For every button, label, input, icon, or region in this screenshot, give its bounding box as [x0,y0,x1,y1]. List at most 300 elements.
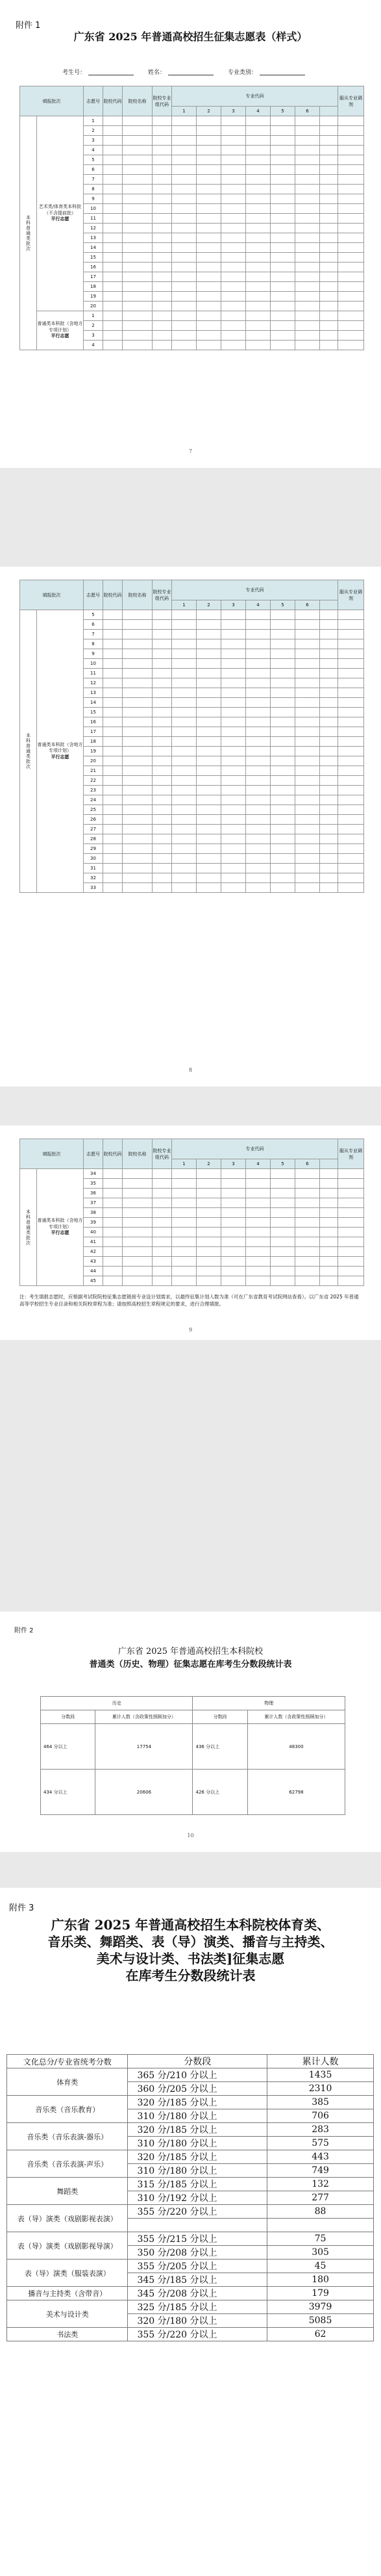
entry-cell[interactable] [338,165,364,175]
entry-cell[interactable] [338,610,364,620]
entry-cell[interactable] [271,747,295,756]
entry-cell[interactable] [246,610,271,620]
entry-cell[interactable] [172,1237,197,1247]
entry-cell[interactable] [221,185,246,194]
entry-cell[interactable] [338,155,364,165]
entry-cell[interactable] [338,620,364,630]
entry-cell[interactable] [271,756,295,766]
entry-cell[interactable] [197,776,221,786]
major-category-field[interactable] [260,69,305,75]
entry-cell[interactable] [103,263,123,272]
entry-cell[interactable] [172,717,197,727]
entry-cell[interactable] [320,727,338,737]
entry-cell[interactable] [271,649,295,659]
entry-cell[interactable] [271,659,295,669]
entry-cell[interactable] [153,331,172,341]
entry-cell[interactable] [221,321,246,331]
entry-cell[interactable] [295,204,320,214]
entry-cell[interactable] [320,341,338,350]
entry-cell[interactable] [221,825,246,834]
entry-cell[interactable] [271,136,295,146]
entry-cell[interactable] [246,175,271,185]
entry-cell[interactable] [338,1218,364,1228]
entry-cell[interactable] [221,1179,246,1189]
entry-cell[interactable] [197,708,221,717]
entry-cell[interactable] [197,834,221,844]
entry-cell[interactable] [320,795,338,805]
entry-cell[interactable] [172,116,197,126]
entry-cell[interactable] [320,1237,338,1247]
entry-cell[interactable] [123,155,153,165]
entry-cell[interactable] [153,834,172,844]
entry-cell[interactable] [246,639,271,649]
entry-cell[interactable] [172,698,197,708]
entry-cell[interactable] [123,620,153,630]
entry-cell[interactable] [271,282,295,292]
entry-cell[interactable] [103,126,123,136]
entry-cell[interactable] [197,639,221,649]
entry-cell[interactable] [153,786,172,795]
entry-cell[interactable] [197,1198,221,1208]
entry-cell[interactable] [221,175,246,185]
entry-cell[interactable] [197,766,221,776]
entry-cell[interactable] [123,321,153,331]
entry-cell[interactable] [103,243,123,253]
entry-cell[interactable] [246,727,271,737]
entry-cell[interactable] [123,253,153,263]
entry-cell[interactable] [246,786,271,795]
entry-cell[interactable] [153,717,172,727]
entry-cell[interactable] [320,311,338,321]
entry-cell[interactable] [103,116,123,126]
entry-cell[interactable] [197,185,221,194]
entry-cell[interactable] [172,136,197,146]
entry-cell[interactable] [295,331,320,341]
entry-cell[interactable] [103,204,123,214]
entry-cell[interactable] [153,1189,172,1198]
entry-cell[interactable] [197,717,221,727]
entry-cell[interactable] [153,292,172,302]
entry-cell[interactable] [295,834,320,844]
entry-cell[interactable] [172,815,197,825]
entry-cell[interactable] [221,766,246,776]
entry-cell[interactable] [295,185,320,194]
entry-cell[interactable] [172,688,197,698]
entry-cell[interactable] [153,204,172,214]
entry-cell[interactable] [197,214,221,224]
entry-cell[interactable] [320,1257,338,1267]
entry-cell[interactable] [246,214,271,224]
entry-cell[interactable] [172,204,197,214]
entry-cell[interactable] [221,834,246,844]
entry-cell[interactable] [172,825,197,834]
entry-cell[interactable] [123,116,153,126]
entry-cell[interactable] [197,795,221,805]
entry-cell[interactable] [338,185,364,194]
entry-cell[interactable] [320,331,338,341]
entry-cell[interactable] [320,678,338,688]
entry-cell[interactable] [271,331,295,341]
entry-cell[interactable] [246,1179,271,1189]
entry-cell[interactable] [271,1198,295,1208]
name-field[interactable] [168,69,214,75]
entry-cell[interactable] [172,214,197,224]
entry-cell[interactable] [221,883,246,893]
entry-cell[interactable] [172,165,197,175]
entry-cell[interactable] [103,698,123,708]
entry-cell[interactable] [103,630,123,639]
entry-cell[interactable] [246,1169,271,1179]
entry-cell[interactable] [123,834,153,844]
entry-cell[interactable] [246,620,271,630]
entry-cell[interactable] [271,717,295,727]
entry-cell[interactable] [103,825,123,834]
entry-cell[interactable] [153,1228,172,1237]
entry-cell[interactable] [295,766,320,776]
entry-cell[interactable] [221,669,246,678]
entry-cell[interactable] [197,224,221,233]
entry-cell[interactable] [123,747,153,756]
entry-cell[interactable] [103,331,123,341]
entry-cell[interactable] [338,688,364,698]
entry-cell[interactable] [320,815,338,825]
entry-cell[interactable] [295,669,320,678]
entry-cell[interactable] [271,1179,295,1189]
entry-cell[interactable] [320,620,338,630]
entry-cell[interactable] [221,204,246,214]
entry-cell[interactable] [295,610,320,620]
entry-cell[interactable] [271,630,295,639]
entry-cell[interactable] [246,737,271,747]
entry-cell[interactable] [103,321,123,331]
entry-cell[interactable] [197,302,221,311]
entry-cell[interactable] [123,678,153,688]
entry-cell[interactable] [103,194,123,204]
entry-cell[interactable] [320,1228,338,1237]
entry-cell[interactable] [246,688,271,698]
entry-cell[interactable] [103,727,123,737]
entry-cell[interactable] [295,321,320,331]
entry-cell[interactable] [221,864,246,873]
entry-cell[interactable] [338,243,364,253]
entry-cell[interactable] [320,204,338,214]
entry-cell[interactable] [221,756,246,766]
entry-cell[interactable] [320,214,338,224]
entry-cell[interactable] [246,669,271,678]
entry-cell[interactable] [123,331,153,341]
entry-cell[interactable] [153,155,172,165]
entry-cell[interactable] [221,233,246,243]
entry-cell[interactable] [320,766,338,776]
entry-cell[interactable] [221,126,246,136]
entry-cell[interactable] [123,272,153,282]
entry-cell[interactable] [338,302,364,311]
entry-cell[interactable] [295,795,320,805]
entry-cell[interactable] [197,1218,221,1228]
entry-cell[interactable] [246,155,271,165]
entry-cell[interactable] [271,688,295,698]
entry-cell[interactable] [295,224,320,233]
entry-cell[interactable] [172,1169,197,1179]
entry-cell[interactable] [320,1198,338,1208]
entry-cell[interactable] [172,321,197,331]
entry-cell[interactable] [221,155,246,165]
entry-cell[interactable] [197,1169,221,1179]
entry-cell[interactable] [153,756,172,766]
entry-cell[interactable] [123,786,153,795]
entry-cell[interactable] [172,126,197,136]
entry-cell[interactable] [295,116,320,126]
entry-cell[interactable] [153,825,172,834]
entry-cell[interactable] [295,883,320,893]
entry-cell[interactable] [153,727,172,737]
entry-cell[interactable] [295,136,320,146]
entry-cell[interactable] [123,717,153,727]
entry-cell[interactable] [172,834,197,844]
entry-cell[interactable] [246,1276,271,1286]
entry-cell[interactable] [103,1189,123,1198]
entry-cell[interactable] [338,834,364,844]
entry-cell[interactable] [271,873,295,883]
entry-cell[interactable] [338,786,364,795]
entry-cell[interactable] [338,214,364,224]
entry-cell[interactable] [197,737,221,747]
entry-cell[interactable] [221,272,246,282]
entry-cell[interactable] [153,272,172,282]
entry-cell[interactable] [295,756,320,766]
entry-cell[interactable] [271,727,295,737]
entry-cell[interactable] [295,1267,320,1276]
entry-cell[interactable] [103,282,123,292]
entry-cell[interactable] [320,302,338,311]
entry-cell[interactable] [123,1198,153,1208]
entry-cell[interactable] [123,1257,153,1267]
entry-cell[interactable] [221,786,246,795]
entry-cell[interactable] [320,630,338,639]
entry-cell[interactable] [172,1267,197,1276]
entry-cell[interactable] [320,854,338,864]
entry-cell[interactable] [320,688,338,698]
entry-cell[interactable] [246,1247,271,1257]
entry-cell[interactable] [295,341,320,350]
entry-cell[interactable] [338,126,364,136]
entry-cell[interactable] [246,243,271,253]
entry-cell[interactable] [103,233,123,243]
entry-cell[interactable] [197,756,221,766]
entry-cell[interactable] [123,659,153,669]
entry-cell[interactable] [246,1228,271,1237]
entry-cell[interactable] [295,1276,320,1286]
entry-cell[interactable] [295,126,320,136]
entry-cell[interactable] [320,243,338,253]
entry-cell[interactable] [338,756,364,766]
entry-cell[interactable] [271,243,295,253]
entry-cell[interactable] [103,1247,123,1257]
entry-cell[interactable] [246,302,271,311]
entry-cell[interactable] [172,610,197,620]
entry-cell[interactable] [221,1247,246,1257]
entry-cell[interactable] [172,175,197,185]
entry-cell[interactable] [103,341,123,350]
entry-cell[interactable] [172,639,197,649]
entry-cell[interactable] [153,243,172,253]
entry-cell[interactable] [221,844,246,854]
entry-cell[interactable] [172,844,197,854]
entry-cell[interactable] [153,1276,172,1286]
entry-cell[interactable] [295,1257,320,1267]
entry-cell[interactable] [320,282,338,292]
entry-cell[interactable] [103,311,123,321]
entry-cell[interactable] [197,341,221,350]
entry-cell[interactable] [123,766,153,776]
entry-cell[interactable] [172,864,197,873]
entry-cell[interactable] [338,1257,364,1267]
entry-cell[interactable] [320,175,338,185]
entry-cell[interactable] [153,630,172,639]
entry-cell[interactable] [172,272,197,282]
entry-cell[interactable] [221,302,246,311]
entry-cell[interactable] [338,1169,364,1179]
entry-cell[interactable] [246,630,271,639]
entry-cell[interactable] [153,233,172,243]
entry-cell[interactable] [221,678,246,688]
entry-cell[interactable] [153,185,172,194]
entry-cell[interactable] [246,659,271,669]
entry-cell[interactable] [123,1179,153,1189]
entry-cell[interactable] [153,747,172,756]
entry-cell[interactable] [338,717,364,727]
entry-cell[interactable] [271,233,295,243]
entry-cell[interactable] [172,795,197,805]
entry-cell[interactable] [197,155,221,165]
entry-cell[interactable] [271,126,295,136]
entry-cell[interactable] [103,737,123,747]
entry-cell[interactable] [103,185,123,194]
entry-cell[interactable] [271,311,295,321]
entry-cell[interactable] [153,698,172,708]
entry-cell[interactable] [320,116,338,126]
entry-cell[interactable] [172,678,197,688]
entry-cell[interactable] [172,185,197,194]
entry-cell[interactable] [271,844,295,854]
entry-cell[interactable] [153,1198,172,1208]
entry-cell[interactable] [338,864,364,873]
entry-cell[interactable] [221,620,246,630]
entry-cell[interactable] [172,1257,197,1267]
entry-cell[interactable] [271,1189,295,1198]
entry-cell[interactable] [295,233,320,243]
entry-cell[interactable] [271,737,295,747]
entry-cell[interactable] [123,805,153,815]
entry-cell[interactable] [221,1237,246,1247]
entry-cell[interactable] [320,747,338,756]
entry-cell[interactable] [153,136,172,146]
entry-cell[interactable] [338,776,364,786]
entry-cell[interactable] [295,737,320,747]
entry-cell[interactable] [338,854,364,864]
entry-cell[interactable] [338,194,364,204]
entry-cell[interactable] [221,1169,246,1179]
entry-cell[interactable] [172,155,197,165]
entry-cell[interactable] [153,263,172,272]
entry-cell[interactable] [153,864,172,873]
entry-cell[interactable] [295,864,320,873]
entry-cell[interactable] [103,805,123,815]
entry-cell[interactable] [295,1198,320,1208]
entry-cell[interactable] [271,321,295,331]
entry-cell[interactable] [123,649,153,659]
entry-cell[interactable] [123,263,153,272]
entry-cell[interactable] [246,204,271,214]
entry-cell[interactable] [103,678,123,688]
entry-cell[interactable] [271,766,295,776]
entry-cell[interactable] [172,194,197,204]
entry-cell[interactable] [271,610,295,620]
entry-cell[interactable] [153,708,172,717]
entry-cell[interactable] [197,136,221,146]
entry-cell[interactable] [123,194,153,204]
entry-cell[interactable] [221,1257,246,1267]
entry-cell[interactable] [295,175,320,185]
entry-cell[interactable] [338,146,364,155]
entry-cell[interactable] [123,864,153,873]
entry-cell[interactable] [221,194,246,204]
entry-cell[interactable] [295,263,320,272]
entry-cell[interactable] [221,331,246,341]
entry-cell[interactable] [172,1189,197,1198]
entry-cell[interactable] [295,844,320,854]
entry-cell[interactable] [197,1228,221,1237]
entry-cell[interactable] [172,1208,197,1218]
entry-cell[interactable] [221,146,246,155]
entry-cell[interactable] [271,1257,295,1267]
entry-cell[interactable] [103,795,123,805]
entry-cell[interactable] [153,815,172,825]
entry-cell[interactable] [246,854,271,864]
entry-cell[interactable] [103,766,123,776]
entry-cell[interactable] [103,175,123,185]
entry-cell[interactable] [123,204,153,214]
entry-cell[interactable] [153,224,172,233]
entry-cell[interactable] [295,302,320,311]
entry-cell[interactable] [320,1218,338,1228]
entry-cell[interactable] [221,688,246,698]
entry-cell[interactable] [338,1179,364,1189]
entry-cell[interactable] [197,620,221,630]
entry-cell[interactable] [221,639,246,649]
entry-cell[interactable] [338,766,364,776]
entry-cell[interactable] [338,116,364,126]
entry-cell[interactable] [295,155,320,165]
entry-cell[interactable] [271,204,295,214]
entry-cell[interactable] [295,253,320,263]
entry-cell[interactable] [172,883,197,893]
entry-cell[interactable] [197,873,221,883]
entry-cell[interactable] [103,776,123,786]
entry-cell[interactable] [271,834,295,844]
entry-cell[interactable] [197,649,221,659]
entry-cell[interactable] [103,747,123,756]
entry-cell[interactable] [123,1228,153,1237]
entry-cell[interactable] [123,669,153,678]
entry-cell[interactable] [246,292,271,302]
entry-cell[interactable] [197,165,221,175]
entry-cell[interactable] [123,737,153,747]
entry-cell[interactable] [103,854,123,864]
entry-cell[interactable] [197,126,221,136]
entry-cell[interactable] [338,678,364,688]
entry-cell[interactable] [338,1247,364,1257]
